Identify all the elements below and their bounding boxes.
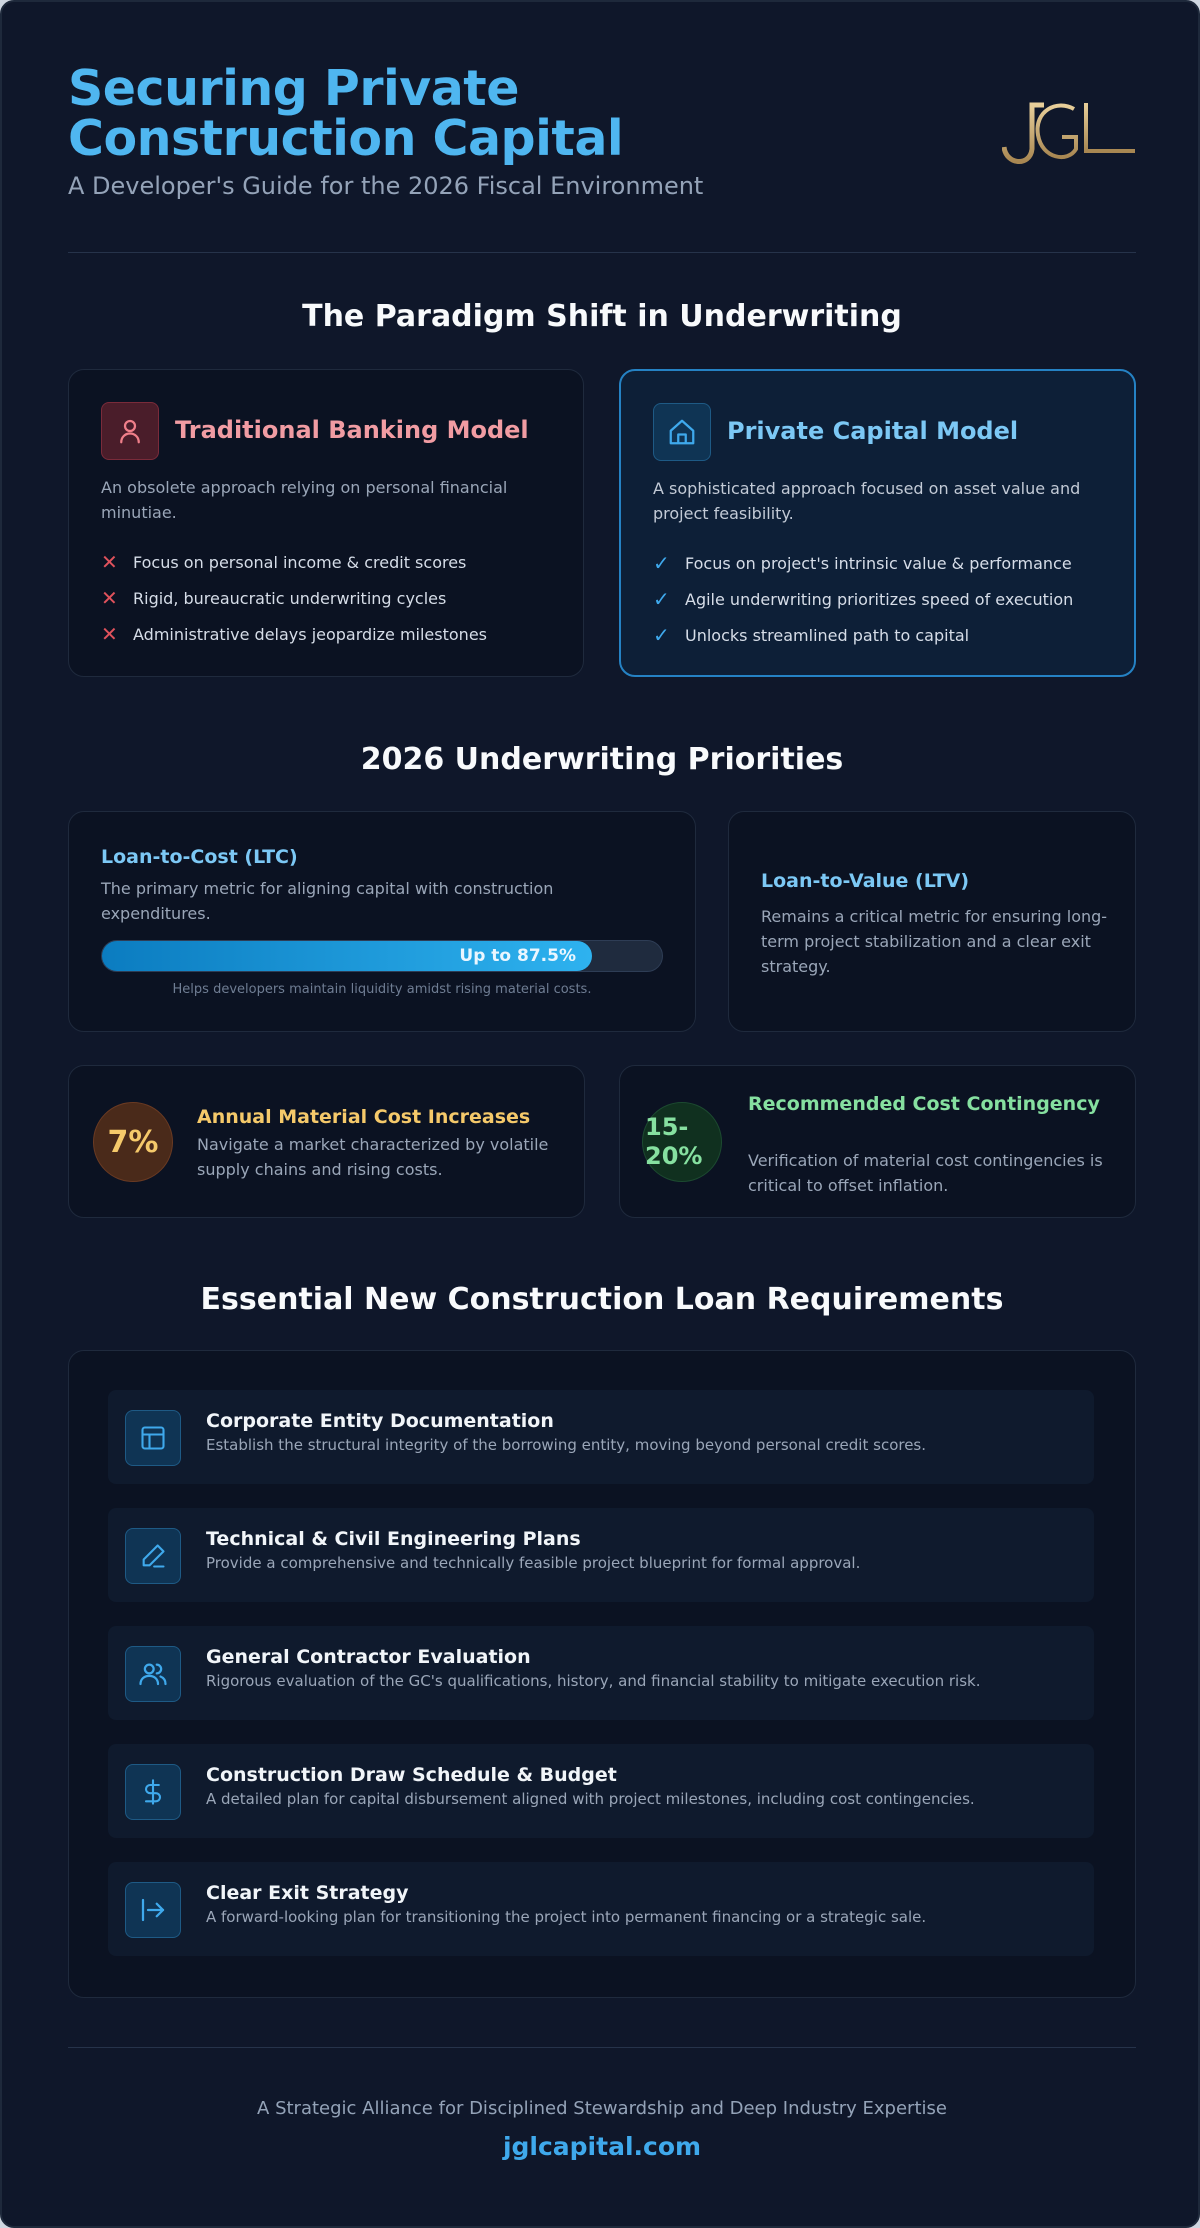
ltv-description: Remains a critical metric for ensuring long-term project stabilization and a clear exit strategy.	[761, 907, 1108, 976]
requirement-title: Construction Draw Schedule & Budget	[206, 1764, 617, 1786]
footer-tagline: A Strategic Alliance for Disciplined Stewardship and Deep Industry Expertise	[257, 2098, 947, 2119]
exit-arrow-icon	[125, 1882, 181, 1938]
private-bullet	[653, 623, 969, 647]
ltc-progress-fill	[102, 941, 592, 971]
requirement-description: Rigorous evaluation of the GC's qualifications, history, and financial stability to mitigate execution risk.	[206, 1672, 981, 1690]
requirement-item	[108, 1390, 1094, 1484]
user-icon	[101, 402, 159, 460]
bullet-text: Focus on personal income & credit scores	[133, 552, 467, 572]
x-icon: ✕	[101, 550, 118, 574]
material-cost-title: Annual Material Cost Increases	[197, 1106, 531, 1128]
ltc-progress-track	[101, 940, 663, 972]
bullet-text: Agile underwriting prioritizes speed of execution	[685, 589, 1074, 609]
requirement-description: A detailed plan for capital disbursement aligned with project milestones, including cost contingencies.	[206, 1790, 975, 1808]
requirement-description: Provide a comprehensive and technically feasible project blueprint for formal approval.	[206, 1554, 861, 1572]
ltv-title: Loan-to-Value (LTV)	[761, 870, 970, 892]
ltc-title: Loan-to-Cost (LTC)	[101, 846, 298, 868]
footer-website-link[interactable]: jglcapital.com	[502, 2132, 702, 2161]
paradigm-section-title: The Paradigm Shift in Underwriting	[302, 299, 902, 334]
material-cost-card	[68, 1065, 585, 1218]
requirement-description: Establish the structural integrity of the borrowing entity, moving beyond personal credit scores.	[206, 1436, 927, 1454]
material-cost-stat: 7%	[93, 1102, 173, 1182]
home-icon	[653, 403, 711, 461]
ltv-card	[728, 811, 1136, 1032]
traditional-bullet	[101, 586, 446, 610]
page-subtitle: A Developer's Guide for the 2026 Fiscal Environment	[68, 172, 704, 200]
footer-divider	[68, 2047, 1136, 2048]
ltc-note: Helps developers maintain liquidity amidst rising material costs.	[172, 982, 592, 997]
contingency-title: Recommended Cost Contingency	[748, 1093, 1100, 1115]
requirement-item	[108, 1508, 1094, 1602]
bullet-text: Focus on project's intrinsic value & performance	[685, 553, 1072, 573]
pen-icon	[125, 1528, 181, 1584]
private-model-description: A sophisticated approach focused on asset value and project feasibility.	[653, 479, 1081, 523]
contingency-description: Verification of material cost contingencies is critical to offset inflation.	[748, 1151, 1103, 1195]
traditional-model-description: An obsolete approach relying on personal financial minutiae.	[101, 478, 508, 522]
private-capital-card	[619, 369, 1136, 677]
requirement-title: Technical & Civil Engineering Plans	[206, 1528, 581, 1550]
requirement-title: Clear Exit Strategy	[206, 1882, 409, 1904]
requirements-section-title: Essential New Construction Loan Requirements	[200, 1282, 1004, 1317]
material-cost-description: Navigate a market characterized by volatile supply chains and rising costs.	[197, 1135, 549, 1179]
contingency-card	[619, 1065, 1136, 1218]
dollar-icon	[125, 1764, 181, 1820]
traditional-model-card	[68, 369, 584, 677]
check-icon: ✓	[653, 551, 670, 575]
bullet-text: Administrative delays jeopardize milestones	[133, 624, 487, 644]
jgl-logo	[1002, 97, 1137, 172]
ltc-description: The primary metric for aligning capital with construction expenditures.	[101, 879, 554, 923]
requirement-description: A forward-looking plan for transitioning the project into permanent financing or a strategic sale.	[206, 1908, 927, 1926]
page-title: Securing Private Construction Capital	[68, 60, 624, 167]
ltc-card	[68, 811, 696, 1032]
traditional-model-heading: Traditional Banking Model	[175, 416, 529, 444]
traditional-bullet	[101, 622, 487, 646]
ltc-bar-label: Up to 87.5%	[459, 946, 576, 966]
requirement-item	[108, 1862, 1094, 1956]
x-icon: ✕	[101, 586, 118, 610]
x-icon: ✕	[101, 622, 118, 646]
bullet-text: Rigid, bureaucratic underwriting cycles	[133, 588, 447, 608]
bullet-text: Unlocks streamlined path to capital	[685, 625, 970, 645]
requirement-title: Corporate Entity Documentation	[206, 1410, 554, 1432]
priorities-section-title: 2026 Underwriting Priorities	[360, 742, 844, 777]
check-icon: ✓	[653, 623, 670, 647]
requirement-item	[108, 1626, 1094, 1720]
contingency-stat: 15- 20%	[642, 1102, 722, 1182]
requirement-item	[108, 1744, 1094, 1838]
header-divider	[68, 252, 1136, 253]
requirement-title: General Contractor Evaluation	[206, 1646, 531, 1668]
private-bullet	[653, 587, 1073, 611]
traditional-bullet	[101, 550, 466, 574]
private-model-heading: Private Capital Model	[727, 417, 1019, 445]
users-icon	[125, 1646, 181, 1702]
layout-icon	[125, 1410, 181, 1466]
private-bullet	[653, 551, 1072, 575]
check-icon: ✓	[653, 587, 670, 611]
